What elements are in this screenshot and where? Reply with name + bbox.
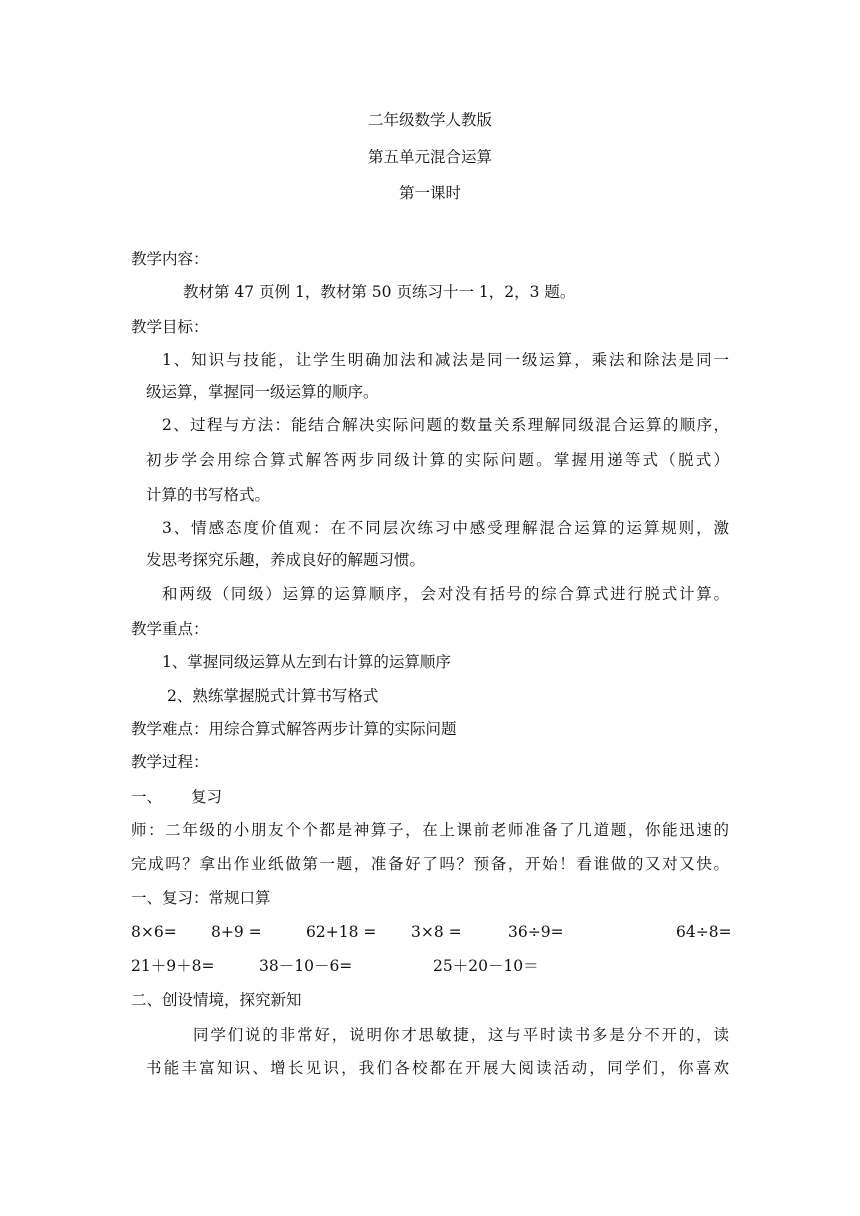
content-heading: 教学内容： <box>131 250 209 268</box>
section-1-number: 一、 <box>131 788 163 806</box>
section-1-title: 复习 <box>191 788 223 806</box>
goal-3-line-2: 发思考探究乐趣，养成良好的解题习惯。 <box>146 551 426 569</box>
arith-item: 64÷8= <box>676 923 732 941</box>
paragraph-line-1: 同学们说的非常好，说明你才思敏捷，这与平时读书多是分不开的，读 <box>193 1026 729 1044</box>
goals-heading: 教学目标： <box>131 318 209 336</box>
review-heading: 一、复习：常规口算 <box>131 889 271 907</box>
arith-item: 8×6= <box>131 923 177 941</box>
difficulty-line: 教学难点：用综合算式解答两步计算的实际问题 <box>131 720 457 738</box>
arith-item: 8+9 = <box>211 923 262 941</box>
content-text: 教材第 47 页例 1，教材第 50 页练习十一 1，2，3 题。 <box>183 283 576 301</box>
arith-item: 38－10－6= <box>259 957 353 975</box>
paragraph-line-2: 书能丰富知识、增长见识，我们各校都在开展大阅读活动，同学们，你喜欢 <box>146 1059 729 1077</box>
goal-2-line-2: 初步学会用综合算式解答两步同级计算的实际问题。掌握用递等式（脱式） <box>146 451 729 469</box>
goal-1-line-2: 级运算，掌握同一级运算的顺序。 <box>146 383 379 401</box>
teacher-line-2: 完成吗？拿出作业纸做第一题，准备好了吗？预备，开始！看谁做的又对又快。 <box>131 855 729 873</box>
arith-item: 62+18 = <box>306 923 377 941</box>
goal-2-line-3: 计算的书写格式。 <box>146 486 271 504</box>
goal-extra-line: 和两级（同级）运算的运算顺序，会对没有括号的综合算式进行脱式计算。 <box>162 585 729 603</box>
key-point-1: 1、掌握同级运算从左到右计算的运算顺序 <box>162 653 451 671</box>
goal-3-line-1: 3、情感态度价值观：在不同层次练习中感受理解混合运算的运算规则，激 <box>162 519 729 537</box>
goal-1-line-1: 1、知识与技能，让学生明确加法和减法是同一级运算，乘法和除法是同一 <box>162 351 729 369</box>
process-heading: 教学过程： <box>131 753 209 771</box>
arith-item: 36÷9= <box>508 923 564 941</box>
arith-item: 25＋20－10＝ <box>433 957 539 975</box>
key-point-2: 2、熟练掌握脱式计算书写格式 <box>167 687 379 705</box>
teacher-line-1: 师：二年级的小朋友个个都是神算子，在上课前老师准备了几道题，你能迅速的 <box>131 821 729 839</box>
goal-2-line-1: 2、过程与方法：能结合解决实际问题的数量关系理解同级混合运算的顺序， <box>162 416 729 434</box>
arith-item: 3×8 = <box>411 923 462 941</box>
key-points-heading: 教学重点： <box>131 620 209 638</box>
lesson-title: 第一课时 <box>398 184 461 202</box>
doc-title: 二年级数学人教版 <box>367 111 492 129</box>
unit-title: 第五单元混合运算 <box>367 148 492 166</box>
section-2-heading: 二、创设情境，探究新知 <box>131 991 302 1009</box>
arith-item: 21＋9＋8= <box>131 957 215 975</box>
